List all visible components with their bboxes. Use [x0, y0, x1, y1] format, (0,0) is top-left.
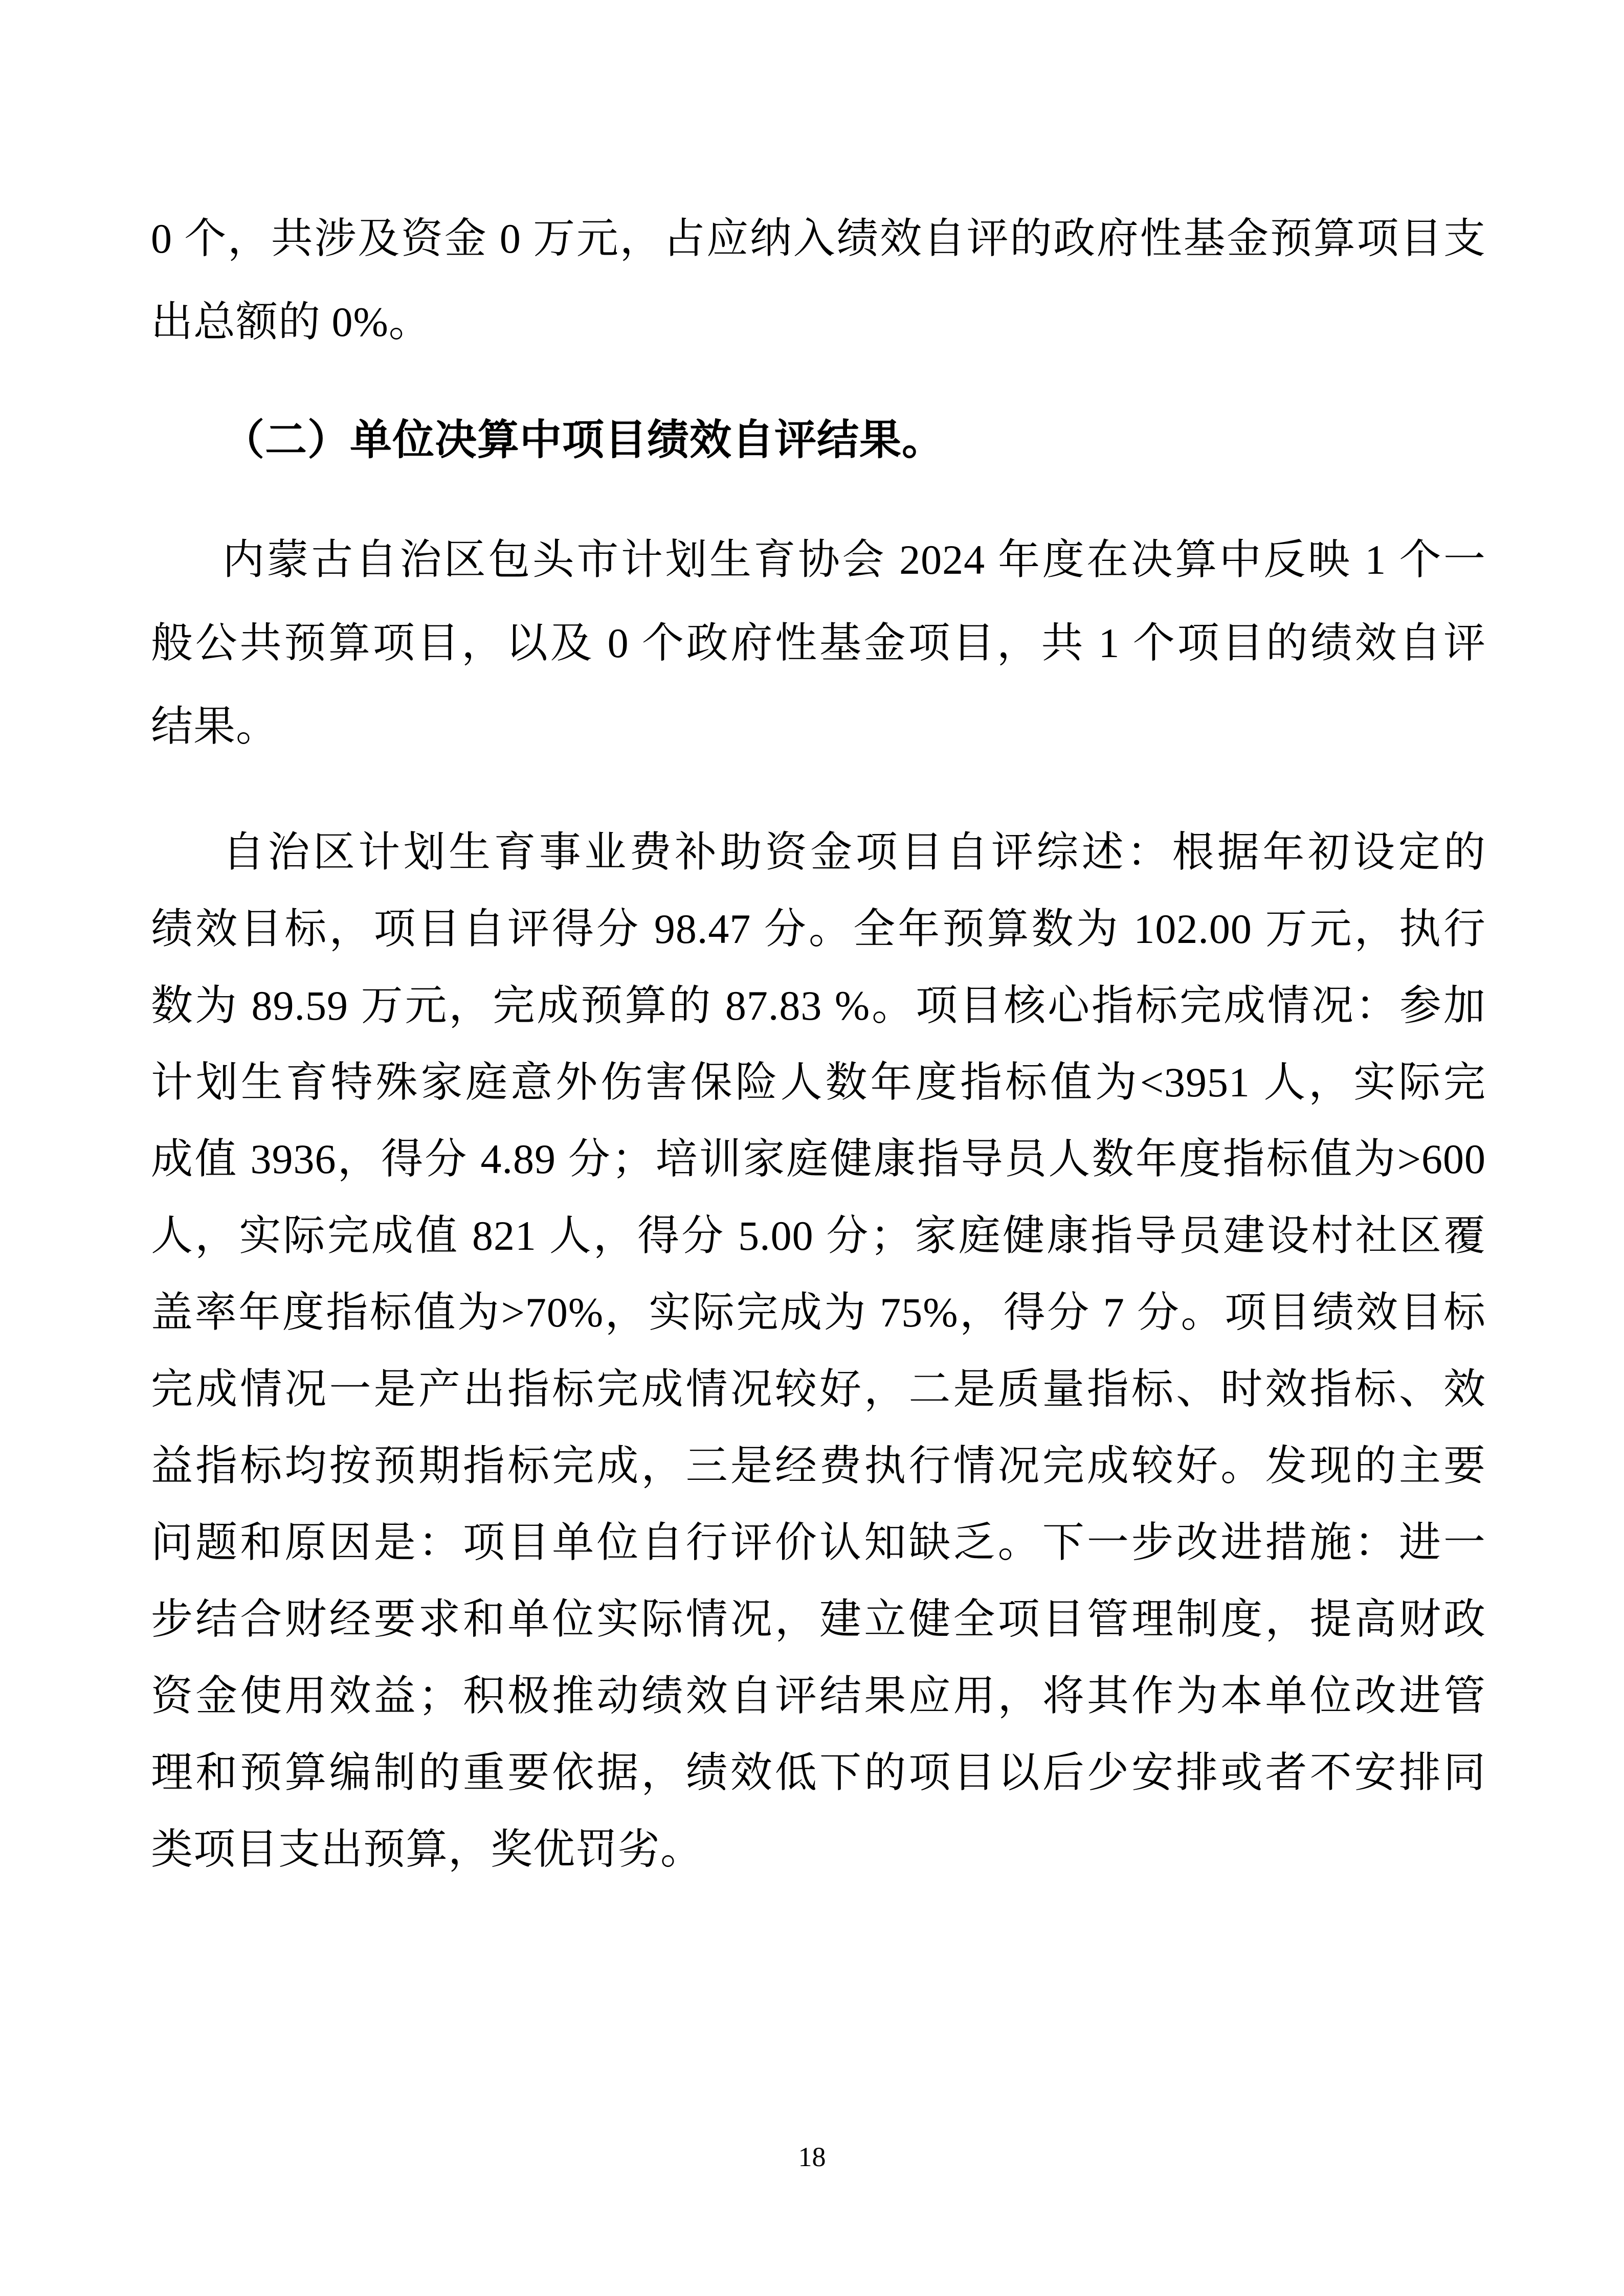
text-line: 绩效目标，项目自评得分 98.47 分。全年预算数为 102.00 万元，执行: [151, 906, 1486, 952]
text-line: 资金使用效益；积极推动绩效自评结果应用，将其作为本单位改进管: [151, 1673, 1486, 1719]
paragraph-continuation: [151, 197, 1486, 364]
text-line: 完成情况一是产出指标完成情况较好，二是质量指标、时效指标、效: [151, 1366, 1486, 1412]
paragraph-project-self-evaluation: [151, 814, 1486, 1888]
text-line: 出总额的 0%。: [151, 299, 431, 345]
text-line: 盖率年度指标值为>70%，实际完成为 75%，得分 7 分。项目绩效目标: [151, 1289, 1486, 1336]
text-line: 问题和原因是：项目单位自行评价认知缺乏。下一步改进措施：进一: [151, 1519, 1486, 1566]
text-line: 步结合财经要求和单位实际情况，建立健全项目管理制度，提高财政: [151, 1596, 1486, 1642]
page-number: 18: [798, 2142, 826, 2172]
section-heading: [151, 398, 1486, 482]
text-line: 般公共预算项目，以及 0 个政府性基金项目，共 1 个项目的绩效自评: [151, 620, 1486, 666]
text-line: 自治区计划生育事业费补助资金项目自评综述：根据年初设定的: [223, 829, 1486, 875]
text-line: 人，实际完成值 821 人，得分 5.00 分；家庭健康指导员建设村社区覆: [151, 1212, 1486, 1259]
text-line: 益指标均按预期指标完成，三是经费执行情况完成较好。发现的主要: [151, 1443, 1486, 1489]
text-line: 0 个，共涉及资金 0 万元，占应纳入绩效自评的政府性基金预算项目支: [151, 215, 1486, 262]
text-line: 数为 89.59 万元，完成预算的 87.83 %。项目核心指标完成情况：参加: [151, 982, 1486, 1029]
text-line: 理和预算编制的重要依据，绩效低下的项目以后少安排或者不安排同: [151, 1749, 1486, 1796]
text-line: 内蒙古自治区包头市计划生育协会 2024 年度在决算中反映 1 个一: [223, 536, 1486, 583]
heading-line: （二）单位决算中项目绩效自评结果。: [223, 417, 945, 463]
text-line: 计划生育特殊家庭意外伤害保险人数年度指标值为<3951 人，实际完: [151, 1059, 1486, 1106]
paragraph-summary: [151, 518, 1486, 768]
text-line: 结果。: [151, 703, 279, 750]
text-line: 类项目支出预算，奖优罚劣。: [151, 1826, 703, 1873]
text-line: 成值 3936，得分 4.89 分；培训家庭健康指导员人数年度指标值为>600: [151, 1136, 1486, 1182]
